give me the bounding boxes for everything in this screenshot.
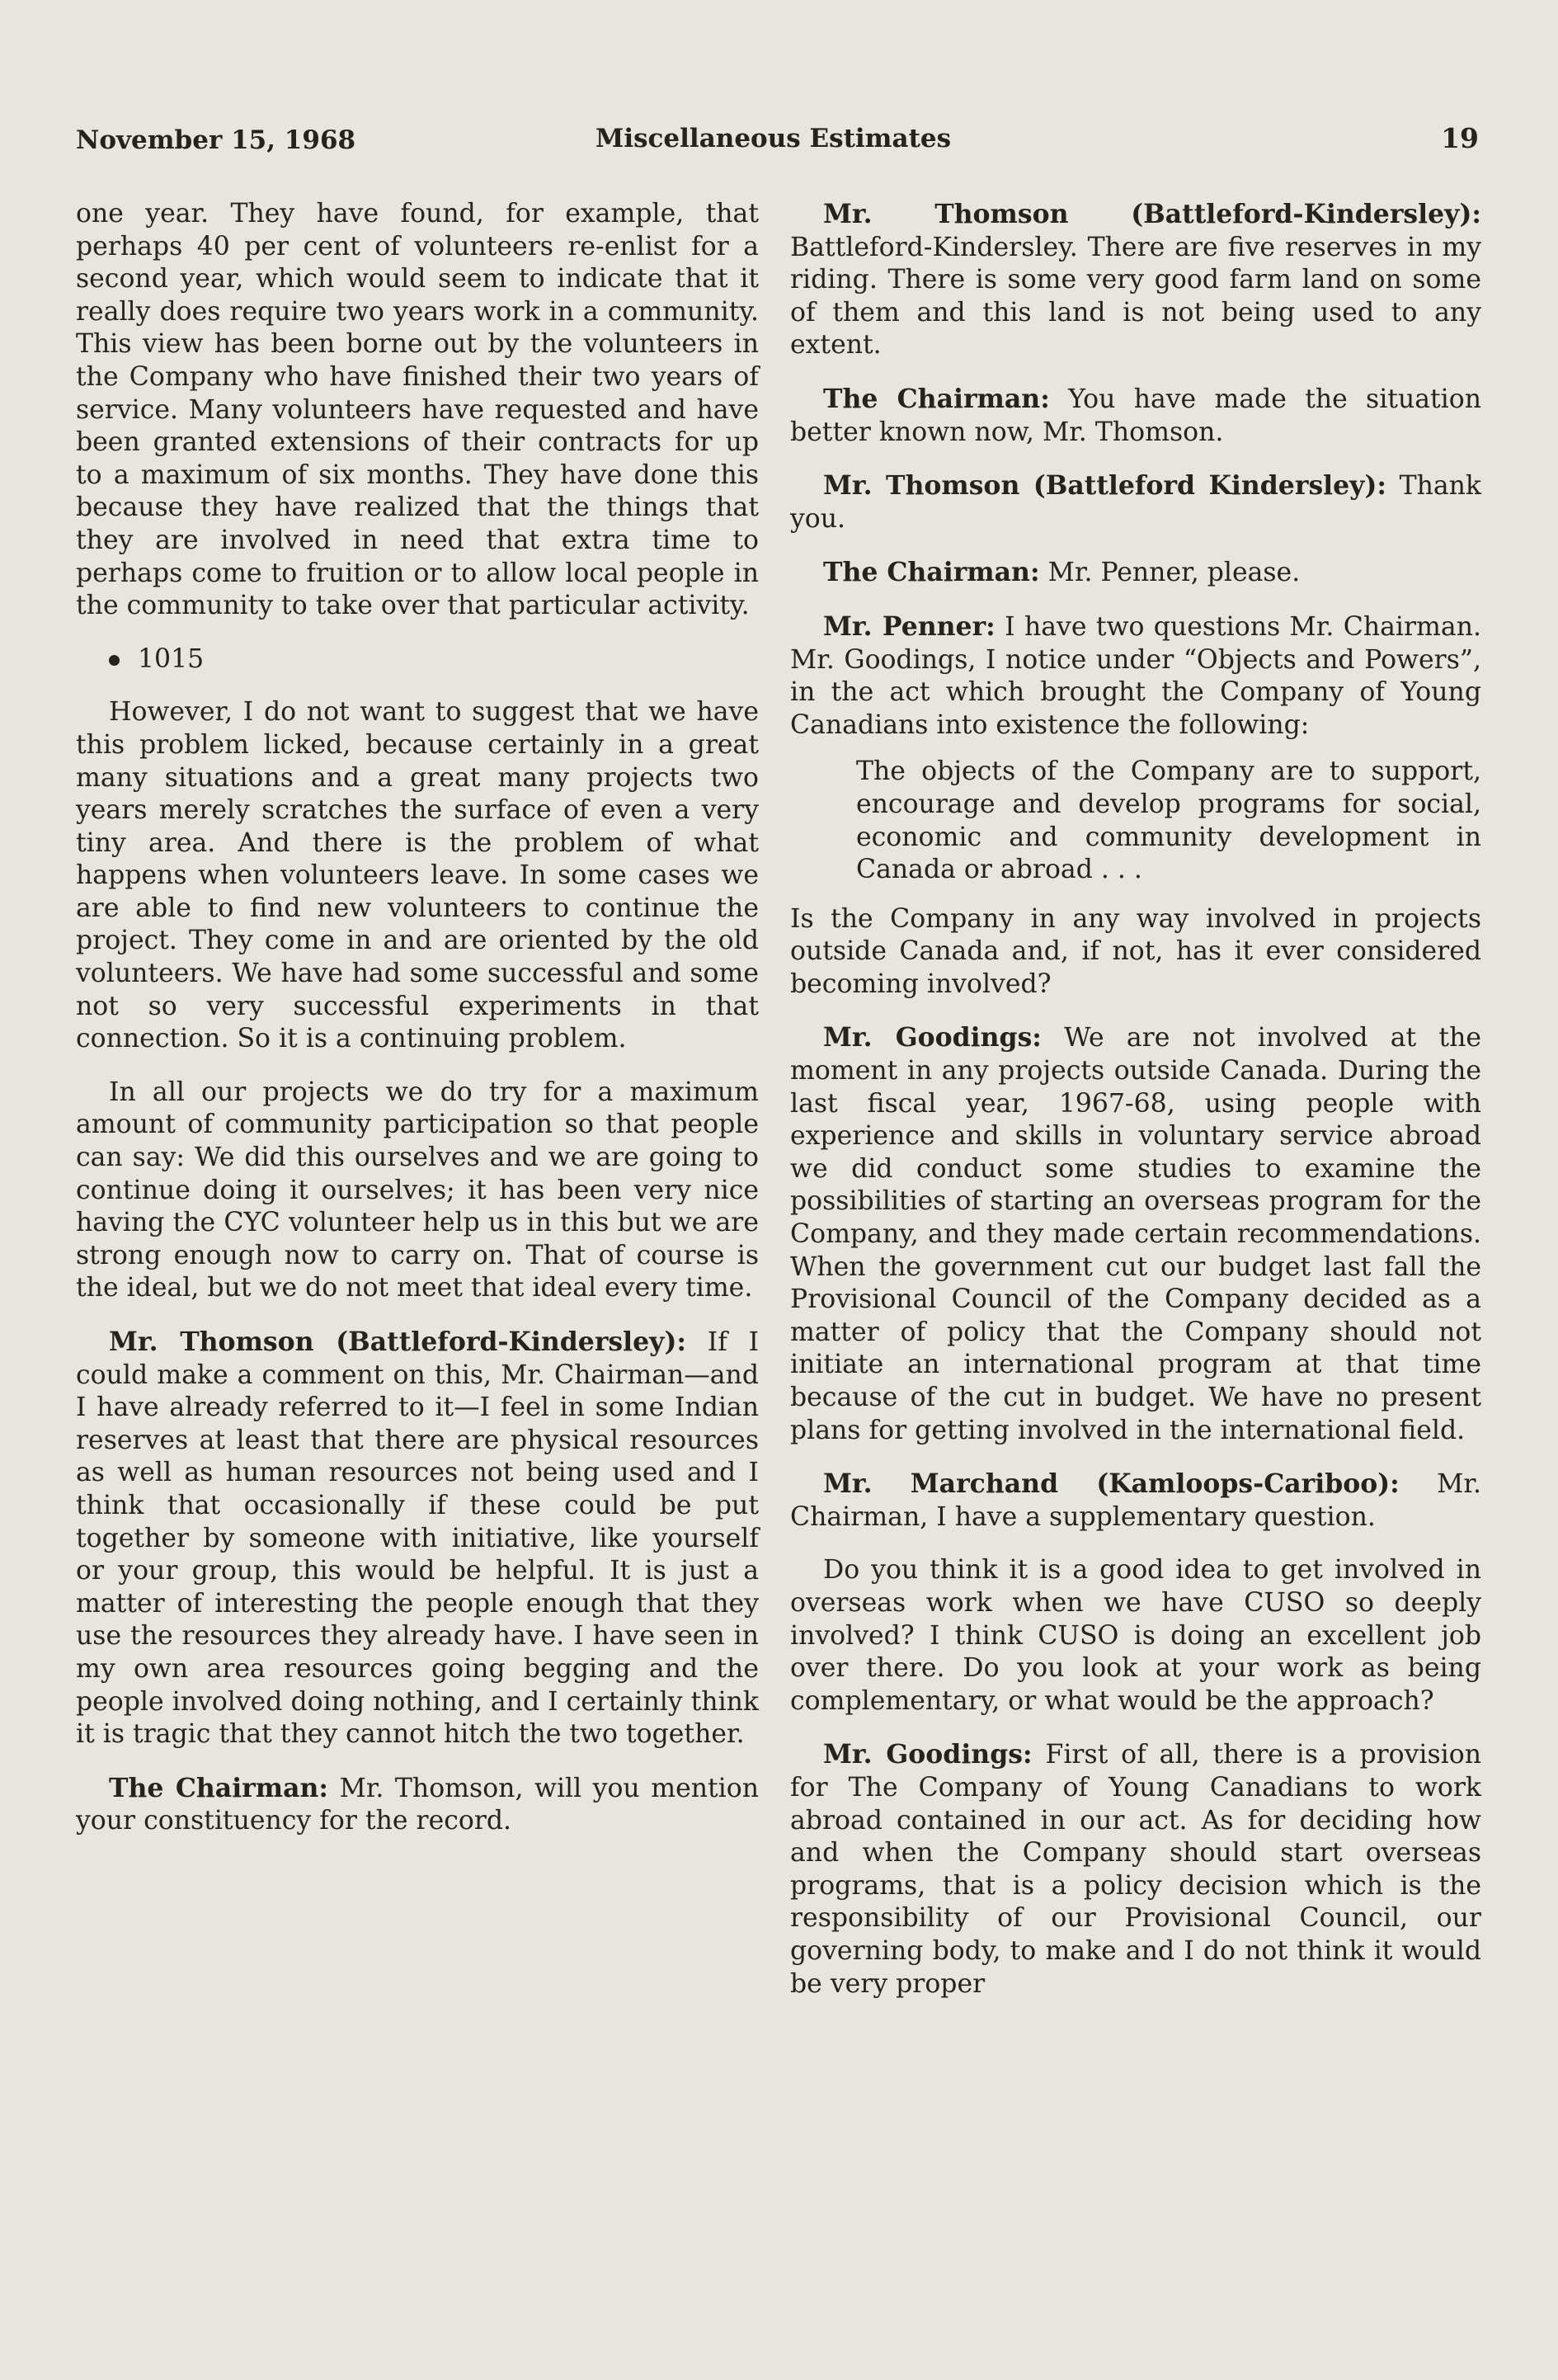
speech-text: You have made the situation better known now, Mr. Thomson. [790,384,1481,447]
speech-text: Mr. Penner, please. [1047,558,1301,588]
time-marker [76,643,759,676]
speaker-name: Mr. Thomson (Battleford Kindersley): [823,470,1387,502]
speaker-name: Mr. Penner: [823,610,996,642]
left-column [76,198,759,1859]
speaker-name: Mr. Thomson (Battleford-Kindersley): [823,199,1481,229]
speaker-name: Mr. Goodings: [823,1022,1042,1053]
speech-paragraph [790,198,1481,362]
speech-paragraph [76,1326,759,1751]
speech-text: If I could make a comment on this, Mr. Chairman—and I have already referred to it—I feel in some Indian reserves at least that there are physical resources as well as human resources not being used and I think that occasionally if these could be put together by someone with initiative, like yourself or your group, this would be helpful. It is just a matter of interesting the people enough that they use the resources they already have. I have seen in my own area resources going begging and the people involved doing nothing, and I certainly think it is tragic that they cannot hitch the two together. [76,1327,760,1750]
speech-paragraph [790,469,1481,535]
page-number: 19 [1441,122,1479,154]
header-date: November 15, 1968 [76,125,356,155]
paragraph: Is the Company in any way involved in projects outside Canada and, if not, has it ever considered becoming involved? [790,903,1481,999]
speech-paragraph [790,1738,1481,2001]
speaker-name: The Chairman: [823,383,1050,414]
speech-paragraph [790,1021,1481,1447]
speech-paragraph [790,610,1481,742]
speech-text: First of all, there is a provision for The Company of Young Canadians to work abroad contained in our act. As for deciding how and when the Company should start overseas programs, that is a policy decision which is the responsibility of our Provisional Council, our governing body, to make and I do not think it would be very proper [790,1740,1481,1999]
speaker-name: Mr. Thomson (Battleford-Kindersley): [109,1327,687,1357]
paragraph: Do you think it is a good idea to get involved in overseas work when we have CUSO so deeply involved? I think CUSO is doing an excellent job over there. Do you look at your work as being complementary, or what would be the approach? [790,1555,1481,1716]
right-column [790,198,1481,2021]
speech-text: Thank you. [790,471,1482,534]
paragraph: However, I do not want to suggest that we have this problem licked, because certainly in a great many situations and a great many projects two years merely scratches the surface of even a very tiny area. And there is the problem of what happens when volunteers leave. In some cases we are able to find new volunteers to continue the project. They come in and are oriented by the old volunteers. We have had some successful and some not so very successful experiments in that connection. So it is a continuing problem. [76,697,759,1054]
speech-text: Mr. Thomson, will you mention your constituency for the record. [76,1773,759,1836]
speaker-name: The Chairman: [823,557,1040,588]
speech-text: I have two questions Mr. Chairman. Mr. Goodings, I notice under “Objects and Powers”, in the act which brought the Company of Young Canadians into existence the following: [790,611,1482,740]
act-quotation: The objects of the Company are to support, encourage and develop programs for social, economic and community development in Canada or abroad . . . [856,756,1481,885]
paragraph: In all our projects we do try for a maximum amount of community participation so that people can say: We did this ourselves and we are going to continue doing it ourselves; it has been very nice having the CYC volunteer help us in this but we are strong enough now to carry on. That of course is the ideal, but we do not meet that ideal every time. [76,1077,759,1303]
speech-paragraph [790,556,1481,590]
speech-paragraph [790,1468,1481,1534]
time-marker-label: 1015 [138,643,205,674]
speech-paragraph [76,1772,759,1838]
speaker-name: Mr. Marchand (Kamloops-Cariboo): [823,1468,1400,1500]
bullet-icon [109,655,120,666]
speech-paragraph [790,383,1481,449]
speaker-name: The Chairman: [109,1772,329,1803]
speech-text: We are not involved at the moment in any projects outside Canada. During the last fiscal year, 1967-68, using people with experience and skills in voluntary service abroad we did conduct some studies to examine the possibilities of starting an overseas program for the Company, and they made certain recommendations. When the government cut our budget last fall the Provisional Council of the Company decided as a matter of policy that the Company should not initiate an international program at that time because of the cut in budget. We have no present plans for getting involved in the international field. [790,1023,1481,1445]
page-header [76,122,1479,163]
speaker-name: Mr. Goodings: [823,1739,1033,1770]
speech-text: Battleford-Kindersley. There are five reserves in my riding. There is some very good farm land on some of them and this land is not being used to any extent. [790,232,1481,361]
speech-text: Mr. Chairman, I have a supplementary question. [790,1469,1482,1532]
header-title: Miscellaneous Estimates [595,124,952,153]
paragraph: one year. They have found, for example, that perhaps 40 per cent of volunteers re-enlist for a second year, which would seem to indicate that it really does require two years work in a community. This view has been borne out by the volunteers in the Company who have finished their two years of service. Many volunteers have requested and have been granted extensions of their contracts for up to a maximum of six months. They have done this because they have realized that the things that they are involved in need that extra time to perhaps come to fruition or to allow local people in the community to take over that particular activity. [76,199,759,621]
